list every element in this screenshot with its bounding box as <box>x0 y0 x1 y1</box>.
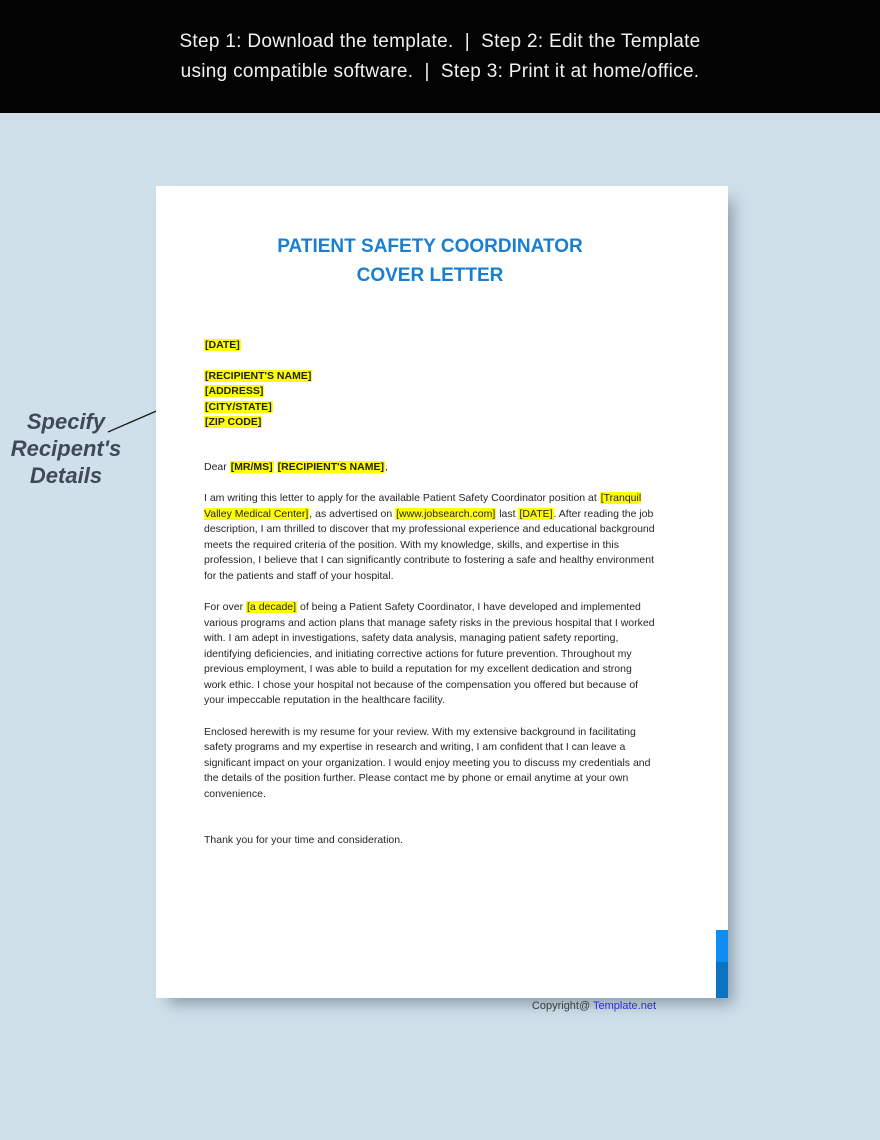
highlighted-placeholder: [www.jobsearch.com] <box>396 507 496 520</box>
template-net-link[interactable]: Template.net <box>593 999 656 1012</box>
text-run: , as advertised on <box>309 507 396 520</box>
annotation-line: Specify <box>26 409 106 434</box>
highlighted-placeholder: [MR/MS] <box>230 460 273 473</box>
highlighted-placeholder: [DATE] <box>519 507 553 520</box>
recipient-address-line <box>204 384 656 400</box>
document-page <box>156 186 728 1012</box>
zip-code-placeholder: [ZIP CODE] <box>205 416 262 428</box>
highlighted-placeholder: [Tranquil Valley Medical Center] <box>204 492 642 520</box>
bookmark-tab <box>716 930 728 998</box>
city-state-placeholder: [CITY/STATE] <box>205 400 272 413</box>
annotation-line: Details <box>29 463 103 488</box>
text-run: of being a Patient Safety Coordinator, I have developed and implemented various programs and action plans that manage safety risks in the previous hospital that I worked with. I am adept in investigations, safety data analysis, managing patient safety reporting, identifying deficiencies, and initiating corrective actions for future prevention. Throughout my previous employment, I was able to build a reputation for my excellent dedication and strong work ethic. I chose your hospital not because of the compensation you offered but because of your impeccable reputation in the healthcare facility. <box>204 601 655 706</box>
instructions-line-2: using compatible software. | Step 3: Print it at home/office. <box>180 60 700 82</box>
bookmark-tab-light-segment <box>716 930 728 962</box>
text-run: I am writing this letter to apply for the available Patient Safety Coordinator position at <box>204 492 600 504</box>
text-run: For over <box>204 601 247 613</box>
text-run: Dear <box>204 460 230 473</box>
date-placeholder: [DATE] <box>205 339 240 351</box>
instructions-line-1: Step 1: Download the template. | Step 2: Edit the Template <box>179 30 701 52</box>
recipient-zip-line <box>204 415 656 431</box>
bookmark-tab-dark-segment <box>716 962 728 998</box>
letter-paragraph-1 <box>204 491 656 584</box>
recipient-name-placeholder: [RECIPIENT'S NAME] <box>205 369 312 382</box>
instructions-header-bar <box>0 0 880 113</box>
copyright-line <box>532 999 656 1015</box>
closing-line: Thank you for your time and consideration. <box>204 834 404 846</box>
letter-title-line-1: PATIENT SAFETY COORDINATOR <box>277 236 583 257</box>
letter-content <box>156 232 728 1044</box>
text-run: , <box>384 460 388 473</box>
letter-paragraph-2 <box>204 600 656 709</box>
recipient-block <box>204 369 656 431</box>
letter-title-line-2: COVER LETTER <box>356 265 504 286</box>
letter-paragraph-3: Enclosed herewith is my resume for your review. With my extensive background in facilitating safety programs and my expertise in research and writing, I am confident that I can leave a significant impact on your organization. I would enjoy meeting you to discuss my credentials and the details of the position further. Please contact me by phone or email anytime at your own convenience. <box>204 725 651 800</box>
recipient-city-state-line <box>204 400 656 416</box>
highlighted-placeholder: [a decade] <box>247 601 297 613</box>
text-run: . After reading the job description, I am thrilled to discover that my professional experience and educational background meets the required criteria of the position. With my knowledge, skills, and expertise in this profession, I believe that I can significantly contribute to fostering a safe and healthy environment for the patients and staff of your hospital. <box>204 507 655 582</box>
copyright-text: Copyright@ <box>531 999 594 1012</box>
address-placeholder: [ADDRESS] <box>205 385 264 397</box>
annotation-line: Recipent's <box>10 436 122 461</box>
text-run: last <box>496 507 519 520</box>
recipient-name-line <box>204 369 656 385</box>
letter-title <box>204 232 656 290</box>
salutation-line <box>204 460 656 476</box>
date-line <box>204 338 656 354</box>
highlighted-placeholder: [RECIPIENT'S NAME] <box>277 460 384 473</box>
